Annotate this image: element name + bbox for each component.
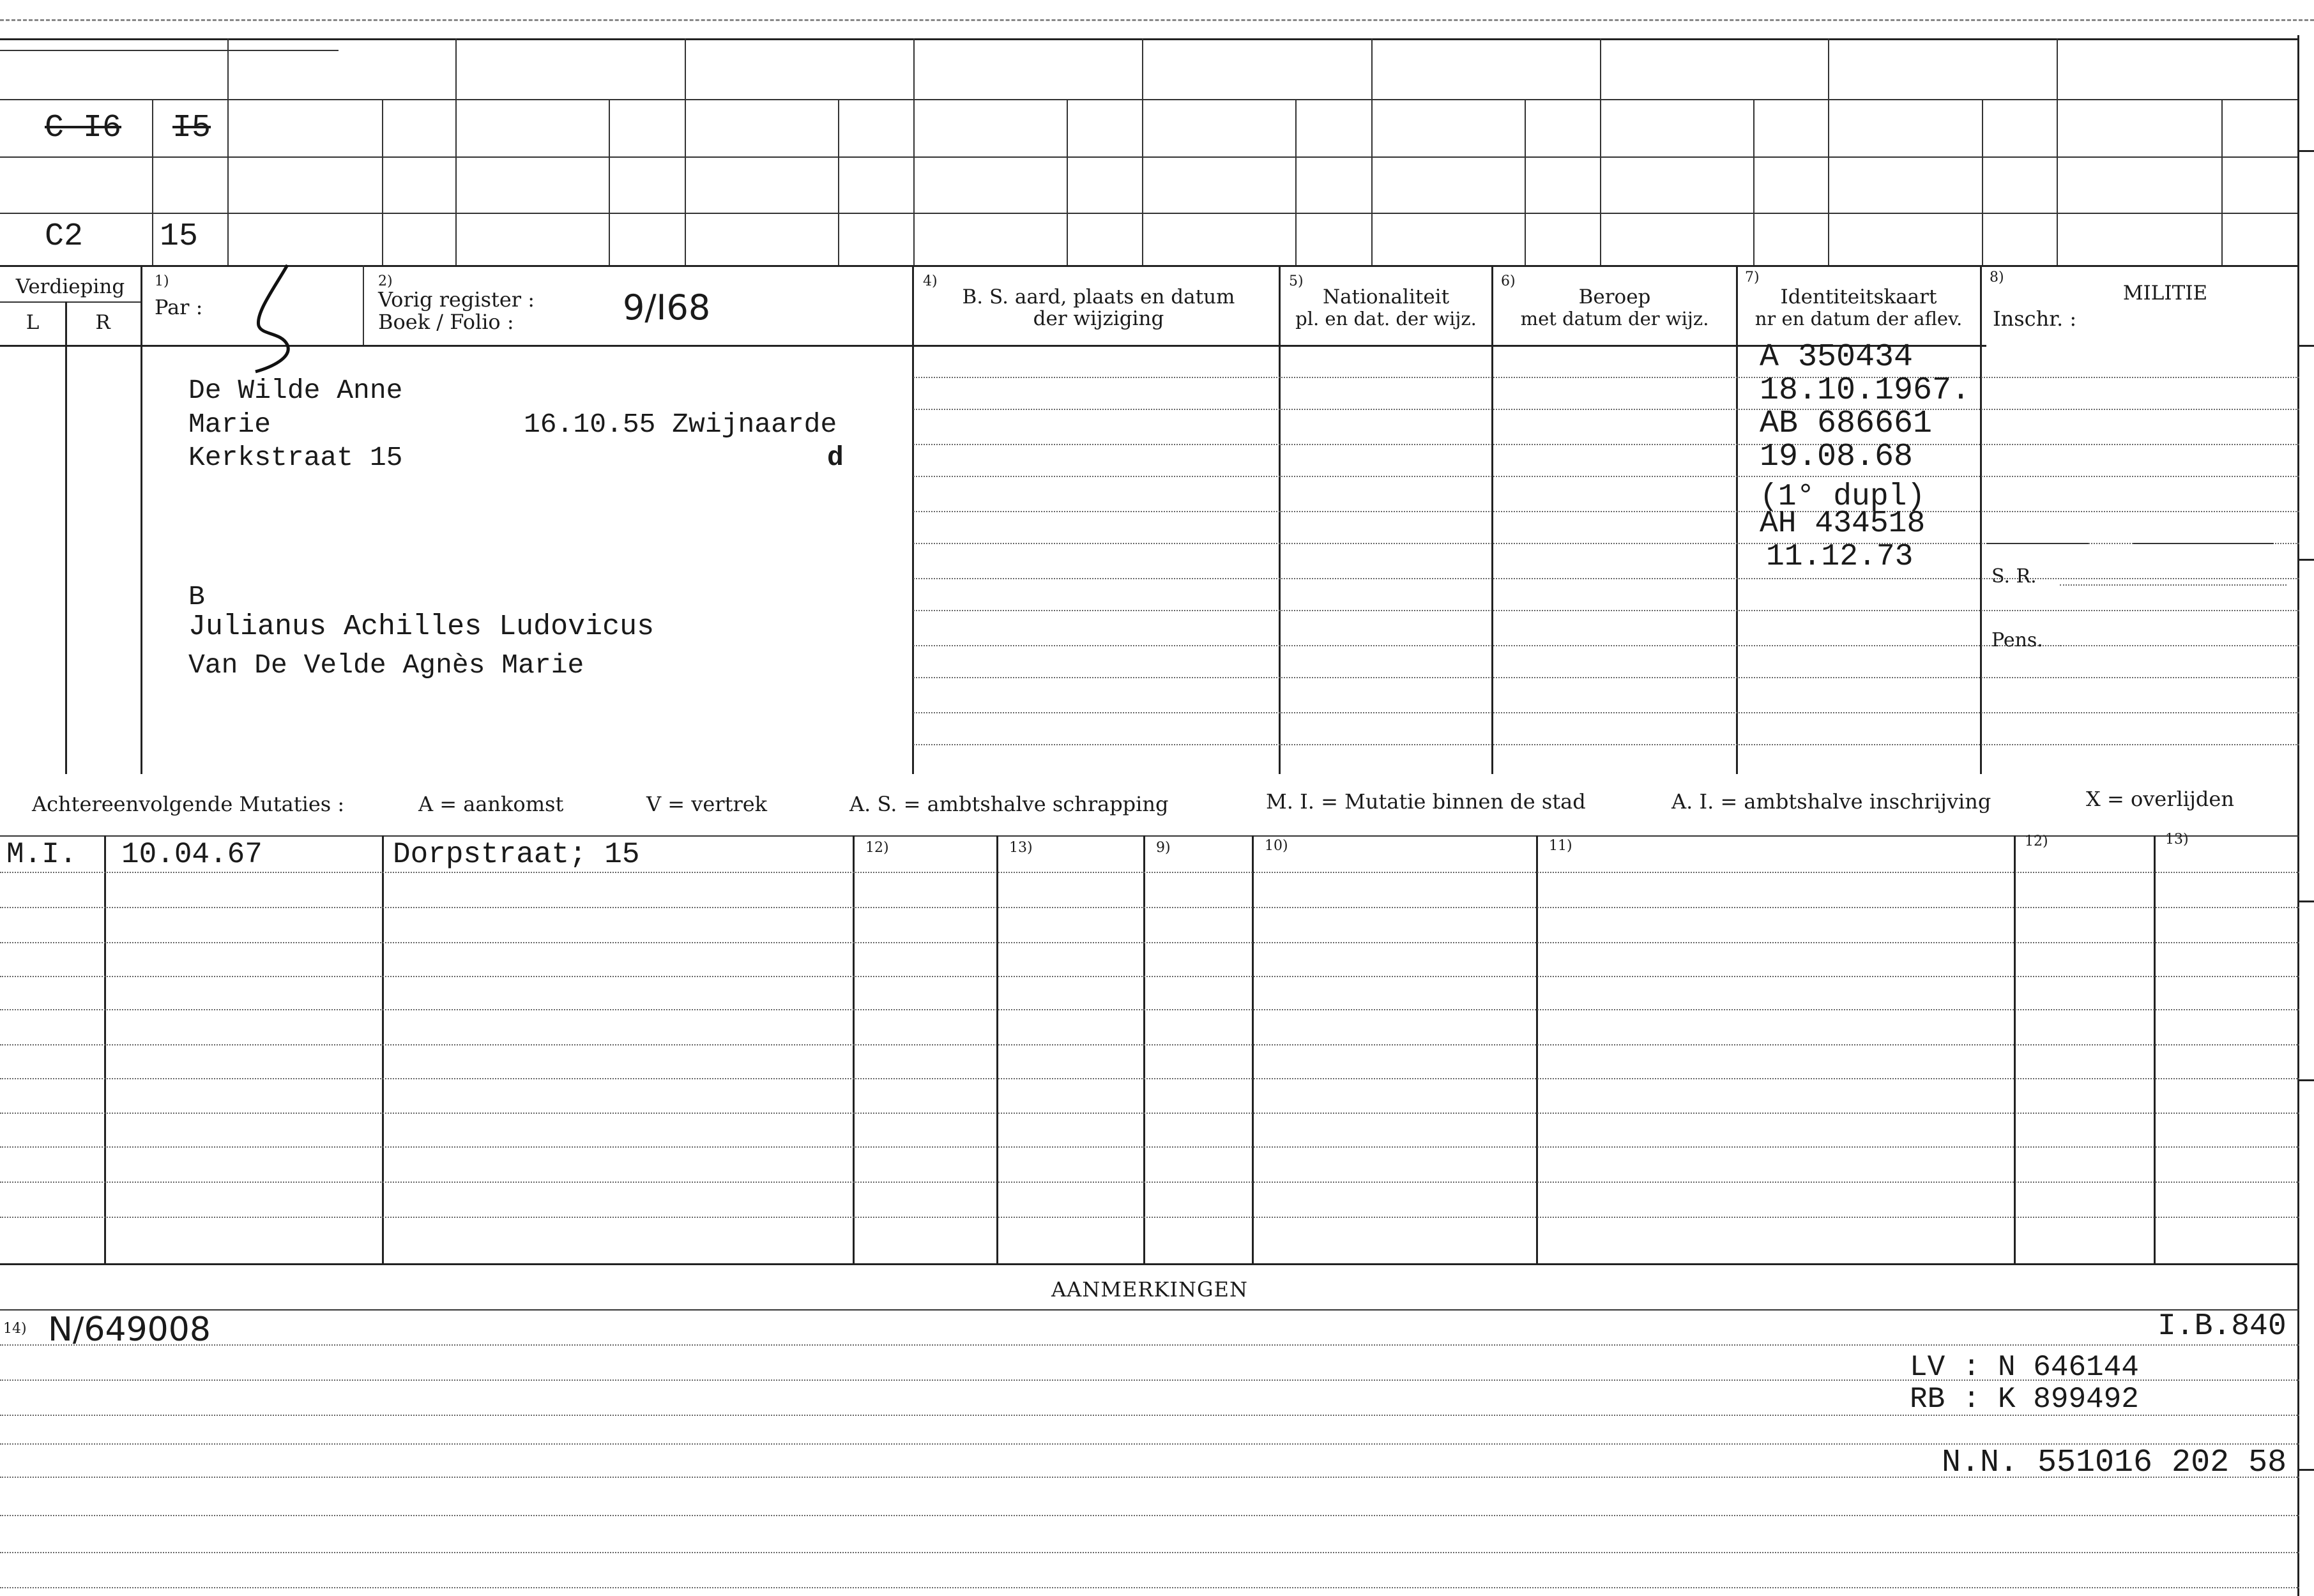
mutation-date: 10.04.67	[121, 838, 263, 871]
person-name: De Wilde Anne	[188, 375, 403, 406]
old-code: C I6	[45, 110, 122, 146]
id-num: 7)	[1745, 270, 1760, 285]
pens-label: Pens.	[1991, 629, 2043, 651]
inschr-label: Inschr. :	[1993, 307, 2077, 331]
torn-top-edge	[0, 19, 2314, 21]
col-12-num: 12)	[865, 840, 889, 856]
parent-mark: B	[188, 581, 205, 612]
rb-number: RB : K 899492	[1910, 1383, 2139, 1416]
id-card-dupl: (1° dupl)	[1760, 480, 1926, 514]
legend-x: X = overlijden	[2086, 787, 2234, 811]
national-number: N.N. 551016 202 58	[1942, 1445, 2287, 1481]
number: 15	[160, 218, 199, 255]
id-header-1: Identiteitskaart	[1780, 285, 1937, 308]
l-header: L	[26, 311, 40, 334]
beroep-header-2: met datum der wijz.	[1520, 308, 1709, 330]
col-13-num: 13)	[1009, 840, 1033, 856]
id-card-date-2: 19.08.68	[1760, 439, 1914, 475]
remarks-num: 14)	[3, 1321, 27, 1337]
militie-num: 8)	[1990, 270, 2004, 285]
legend-mi: M. I. = Mutatie binnen de stad	[1266, 789, 1586, 814]
vorig-num: 2)	[378, 273, 393, 289]
id-card-date-1: 18.10.1967.	[1760, 372, 1971, 409]
col-13b-num: 13)	[2165, 832, 2189, 847]
person-name-2: Marie	[188, 409, 271, 440]
col-10-num: 10)	[1265, 838, 1288, 854]
id-card-1: A 350434	[1760, 339, 1914, 376]
legend-ai: A. I. = ambtshalve inschrijving	[1671, 789, 1991, 814]
address: Kerkstraat 15	[188, 442, 403, 473]
boek-folio-label: Boek / Folio :	[378, 310, 514, 334]
legend-as: A. S. = ambtshalve schrapping	[849, 792, 1169, 816]
nat-header-1: Nationaliteit	[1322, 285, 1450, 308]
militie-header: MILITIE	[2122, 282, 2208, 305]
legend-title: Achtereenvolgende Mutaties :	[32, 792, 345, 816]
code: C2	[45, 218, 84, 255]
father-name: Julianus Achilles Ludovicus	[188, 611, 655, 643]
remarks-value: N/649008	[48, 1311, 211, 1349]
ib-number: I.B.840	[2158, 1309, 2287, 1344]
vorig-register-value: 9/I68	[623, 287, 711, 328]
mutation-address: Dorpstraat; 15	[393, 838, 640, 871]
par-label: Par :	[155, 295, 203, 319]
verdieping-header: Verdieping	[15, 275, 125, 298]
gender-mark: d	[827, 442, 844, 473]
col-9-num: 9)	[1156, 840, 1171, 856]
vorig-register-label: Vorig register :	[378, 287, 535, 312]
remarks-title: AANMERKINGEN	[1051, 1277, 1248, 1302]
mutation-type: M.I.	[6, 838, 77, 871]
col-11-num: 11)	[1549, 838, 1572, 854]
beroep-num: 6)	[1501, 273, 1516, 289]
nat-num: 5)	[1289, 273, 1304, 289]
col-12b-num: 12)	[2025, 833, 2048, 849]
id-header-2: nr en datum der aflev.	[1755, 308, 1963, 330]
birth-date-place: 16.10.55 Zwijnaarde	[524, 409, 837, 440]
bs-num: 4)	[923, 273, 938, 289]
id-card-date-3: 11.12.73	[1766, 540, 1914, 574]
id-card-3: AH 434518	[1760, 506, 1926, 541]
legend-v: V = vertrek	[646, 792, 768, 816]
par-num: 1)	[155, 273, 169, 289]
r-header: R	[95, 311, 110, 334]
lv-number: LV : N 646144	[1910, 1351, 2139, 1384]
nat-header-2: pl. en dat. der wijz.	[1295, 308, 1477, 330]
legend-a: A = aankomst	[418, 792, 564, 816]
mother-name: Van De Velde Agnès Marie	[188, 650, 584, 681]
par-handwritten-mark	[243, 262, 313, 377]
sr-label: S. R.	[1991, 565, 2037, 588]
beroep-header-1: Beroep	[1578, 285, 1651, 308]
old-number: I5	[172, 110, 211, 146]
bs-header-1: B. S. aard, plaats en datum	[962, 285, 1235, 308]
bs-header-2: der wijziging	[1033, 307, 1164, 330]
id-card-2: AB 686661	[1760, 406, 1933, 442]
